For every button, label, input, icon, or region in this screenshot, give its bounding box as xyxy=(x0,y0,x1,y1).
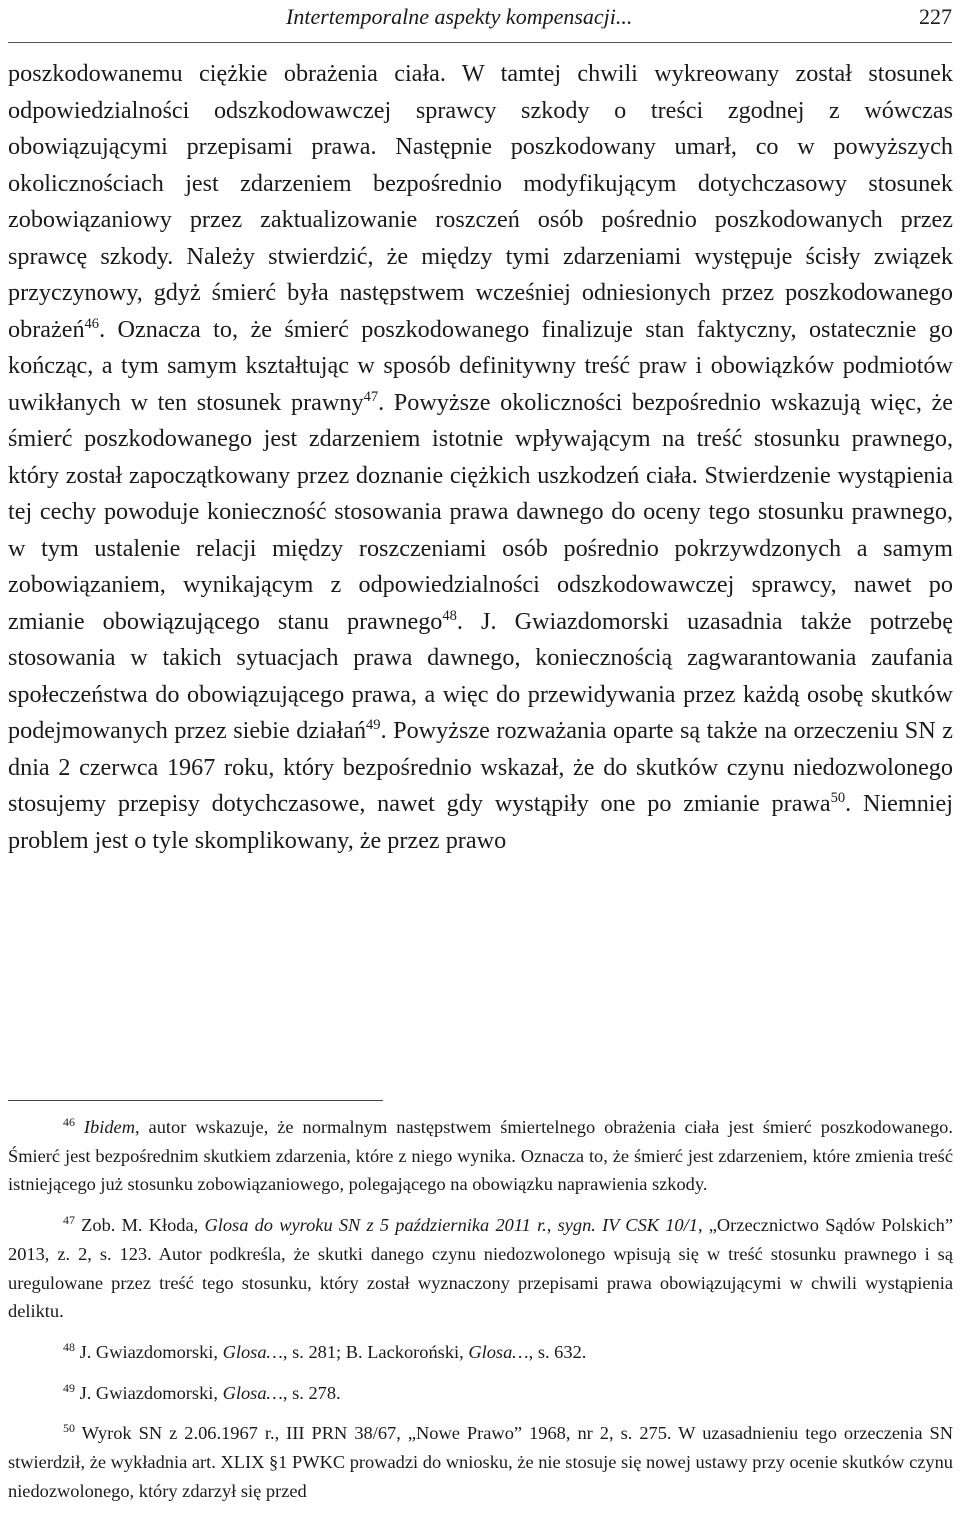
footnote xyxy=(8,1419,953,1505)
body-text-segment: . Powyższe okoliczności bezpośrednio wskazują więc, że śmierć poszkodowanego jest zdarzeniem istotnie wpływającym na treść stosunku prawnego, który został zapoczątkowany przez doznanie ciężkich uszkodzeń ciała. Stwierdzenie wystąpienia tej cechy powoduje konieczność stosowania prawa dawnego do oceny tego stosunku prawnego, w tym ustalenie relacji między roszczeniami osób pośrednio pokrzywdzonych a samym zobowiązaniem, wynikającym z odpowiedzialności odszkodowawczej sprawcy, nawet po zmianie obowiązującego stanu prawnego xyxy=(8,388,954,635)
footnote-number: 47 xyxy=(63,1212,75,1227)
page-number: 227 xyxy=(919,4,952,29)
footnotes xyxy=(8,1113,953,1517)
footnote-ref[interactable]: 50 xyxy=(830,789,846,806)
footnote-text: Zob. M. Kłoda, xyxy=(81,1215,205,1236)
footnote-number: 50 xyxy=(63,1421,75,1436)
footnote-ref[interactable]: 49 xyxy=(366,716,381,733)
running-header xyxy=(8,0,952,43)
footnote xyxy=(8,1379,953,1408)
footnote xyxy=(8,1113,953,1199)
footnote xyxy=(8,1338,953,1367)
footnote-text: , „Orzecznictwo Sądów Polskich” 2013, z. 2, s. 123. Autor podkreśla, że skutki danego czynu niedozwolonego wpisują się w treść stosunku prawnego i są uregulowane przez treść tego stosunku, który został wyznaczony przepisami prawa obowiązującymi w chwili wystąpienia deliktu. xyxy=(8,1215,953,1322)
footnote-text: J. Gwiazdomorski, xyxy=(79,1341,223,1362)
body-text xyxy=(8,56,953,859)
footnote-number: 48 xyxy=(63,1339,75,1354)
body-text-segment: . Powyższe rozważania oparte są także na orzeczeniu SN z dnia 2 czerwca 1967 roku, który bezpośrednio wskazał, że do skutków czynu niedozwolonego stosujemy przepisy dotychczasowe, nawet gdy wystąpiły one po zmianie prawa xyxy=(8,717,953,817)
body-text-segment: . Oznacza to, że śmierć poszkodowanego finalizuje stan faktyczny, ostatecznie go kończąc, a tym samym kształtując w sposób definitywny treść praw i obowiązków podmiotów uwikłanych w ten stosunek prawny xyxy=(8,315,953,416)
body-text-segment: poszkodowanemu ciężkie obrażenia ciała. W tamtej chwili wykreowany został stosunek odpowiedzialności odszkodowawczej sprawcy szkody o treści zgodnej z wówczas obowiązującymi przepisami prawa. Następnie poszkodowany umarł, co w powyższych okolicznościach jest zdarzeniem bezpośrednio modyfikującym dotychczasowy stosunek zobowiązaniowy przez zaktualizowanie roszczeń osób pośrednio poszkodowanych przez sprawcę szkody. Należy stwierdzić, że między tymi zdarzeniami występuje ścisły związek przyczynowy, gdyż śmierć była następstwem wcześniej odniesionych przez poszkodowanego obrażeń xyxy=(8,60,953,343)
footnote-text: Glosa do wyroku SN z 5 października 2011 r., sygn. IV CSK 10/1 xyxy=(204,1215,698,1236)
footnote-ref[interactable]: 46 xyxy=(84,315,100,332)
footnote-ref[interactable]: 47 xyxy=(363,388,379,405)
footnote-text: , s. 278. xyxy=(282,1382,341,1403)
footnote-text: Glosa… xyxy=(222,1382,283,1403)
footnote-number: 46 xyxy=(63,1114,75,1129)
footnote-text: , autor wskazuje, że normalnym następstwem śmiertelnego obrażenia ciała jest śmierć poszkodowanego. Śmierć jest bezpośrednim skutkiem zdarzenia, które z niego wynika. Oznacza to, że śmierć jest zdarzeniem, które zmienia treść istniejącego już stosunku zobowiązaniowego, polegającego na obowiązku naprawienia szkody. xyxy=(8,1117,953,1195)
body-text-segment: . J. Gwiazdomorski uzasadnia także potrzebę stosowania w takich sytuacjach prawa dawnego, koniecznością zagwarantowania zaufania społeczeństwa do obowiązującego prawa, a więc do przewidywania przez każdą osobę skutków podejmowanych przez siebie działań xyxy=(8,607,953,744)
footnote-separator xyxy=(8,1100,383,1101)
footnote-text: Ibidem xyxy=(83,1117,135,1137)
running-title: Intertemporalne aspekty kompensacji... xyxy=(286,4,633,29)
footnote xyxy=(8,1211,953,1326)
footnote-text: , s. 281; B. Lackoroński, xyxy=(282,1341,469,1362)
footnote-number: 49 xyxy=(63,1380,75,1395)
body-text-segment: . Niemniej problem jest o tyle skomplikowany, że przez prawo xyxy=(8,790,953,854)
footnote-text: , s. 632. xyxy=(528,1341,587,1362)
footnote-text: Glosa… xyxy=(222,1341,283,1362)
footnote-text: J. Gwiazdomorski, xyxy=(79,1382,223,1403)
footnote-text: Glosa… xyxy=(468,1341,529,1362)
footnote-text: Wyrok SN z 2.06.1967 r., III PRN 38/67, „Nowe Prawo” 1968, nr 2, s. 275. W uzasadnieniu tego orzeczenia SN stwierdził, że wykładnia art. XLIX §1 PWKC prowadzi do wniosku, że nie stosuje się nowej ustawy przy ocenie skutków czynu niedozwolonego, który zdarzył się przed xyxy=(8,1423,954,1501)
footnote-ref[interactable]: 48 xyxy=(442,607,457,624)
